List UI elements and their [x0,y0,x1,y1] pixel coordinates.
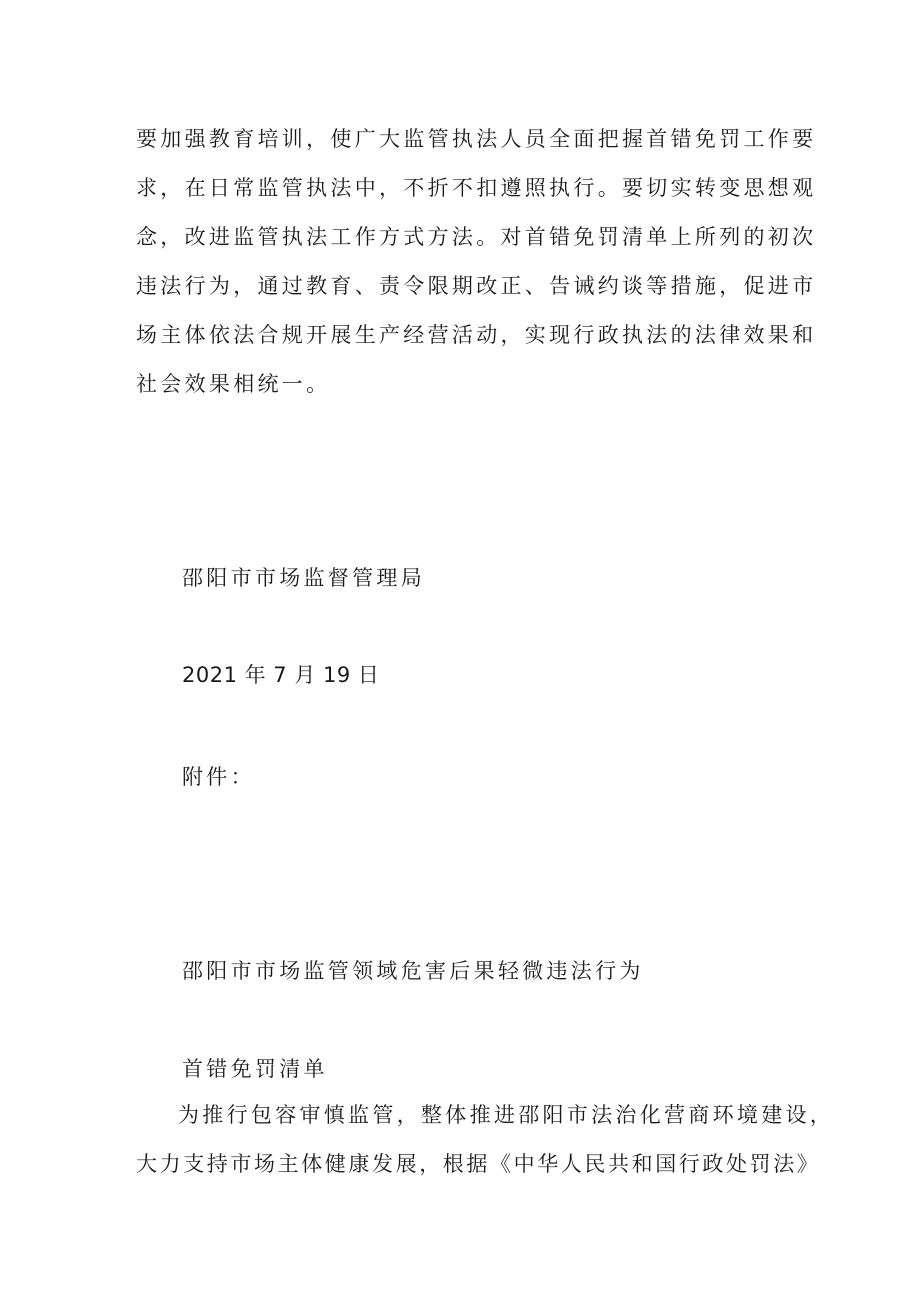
list-title-line1: 邵阳市市场监管领域危害后果轻微违法行为 [182,959,644,983]
paragraph-line: 念，改进监管执法工作方式方法。对首错免罚清单上所列的初次 [136,225,817,249]
attachment-label: 附件： [182,765,255,789]
paragraph-line: 违法行为，通过教育、责令限期改正、告诫约谈等措施，促进市 [136,274,817,298]
paragraph-line: 要加强教育培训，使广大监管执法人员全面把握首错免罚工作要 [136,127,817,151]
paragraph-line: 为推行包容审慎监管，整体推进邵阳市法治化营商环境建设， [178,1103,835,1127]
paragraph-line: 求，在日常监管执法中，不折不扣遵照执行。要切实转变思想观 [136,176,817,200]
signature-date: 2021 年 7 月 19 日 [182,663,380,687]
list-title-line2: 首错免罚清单 [182,1057,328,1081]
signature-organization: 邵阳市市场监督管理局 [182,566,425,590]
paragraph-line: 大力支持市场主体健康发展，根据《中华人民共和国行政处罚法》 [136,1152,821,1176]
paragraph-line: 场主体依法合规开展生产经营活动，实现行政执法的法律效果和 [136,323,817,347]
paragraph-line: 社会效果相统一。 [136,372,331,396]
